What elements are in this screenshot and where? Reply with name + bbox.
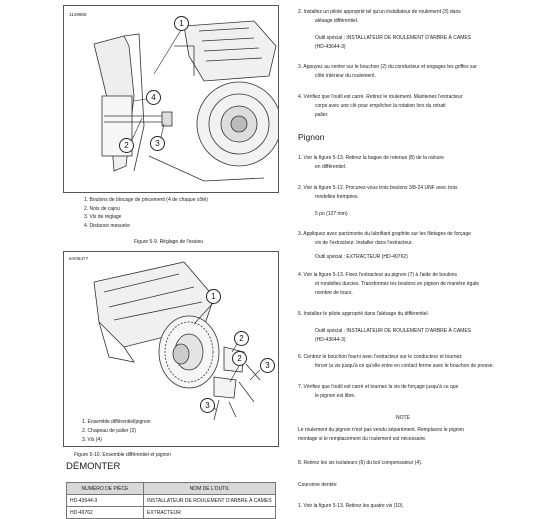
special-tool-note [315, 327, 471, 345]
note-text: Le roulement du pignon n'est pas vendu séparément. Remplacez le pignon [298, 427, 465, 433]
table-cell: INSTALLATEUR DE ROULEMENT D'ARBRE À CAMES [144, 495, 276, 507]
pignon-step-4 [298, 271, 479, 298]
step-text: 4. Voir la figure 5-13. Fixez l'extracteur au pignon (7) à l'aide de boulons [298, 272, 457, 278]
legend-item: 1. Boulons de blocage de pincement (4 de chaque côté) [84, 197, 208, 203]
note-body [298, 426, 464, 444]
step-text: 1. Voir la figure 5-13. Retirez la bague de retenue (8) de la rainure [298, 155, 444, 161]
step-text: 2. Voir la figure 5-12. Procurez-vous trois boulons 3/8-24 UNF avec trois [298, 185, 458, 191]
legend-item: 4. Distance mesurée [84, 222, 130, 229]
note-text: montage si le remplacement du roulement est nécessaire. [298, 436, 427, 442]
pignon-step-3 [298, 230, 471, 248]
callout-1: 1 [206, 289, 221, 304]
figure-id: em06477 [69, 256, 89, 261]
section-title-couronne: Couronne dentée [298, 482, 337, 488]
step-text: alésage différentiel. [315, 18, 359, 24]
figure2-caption: Figure 5-10. Ensemble différentiel et pignon [74, 452, 171, 458]
pignon-step-2 [298, 184, 458, 202]
column-header: NUMÉRO DE PIÈCE [67, 483, 144, 495]
table-cell: HD-49762 [67, 507, 144, 519]
legend-item: 2. Noix de cajou [84, 205, 120, 212]
callout-3: 3 [260, 358, 275, 373]
step-text: côté intérieur du roulement. [315, 73, 376, 79]
special-tool-note [315, 253, 408, 262]
figure1-legend [84, 196, 208, 230]
legend-item: 1. Ensemble différentiel/pignon [82, 419, 151, 425]
callout-1: 1 [174, 16, 189, 31]
legend-item: 3. Vis (4) [82, 437, 102, 443]
legend-item: 2. Chapeau de palier (2) [82, 428, 136, 434]
callout-4: 4 [146, 90, 161, 105]
axle-adjustment-illustration [64, 6, 278, 192]
step-text: vis de l'extracteur. Installer dans l'extracteur. [315, 240, 413, 246]
step-text: Outil spécial : INSTALLATEUR DE ROULEMENT D'ARBRE À CAMES [315, 35, 471, 41]
callout-2: 2 [234, 331, 249, 346]
table-row [67, 495, 276, 507]
step-2-top [298, 8, 461, 26]
callout-3: 3 [150, 136, 165, 151]
step-text: Outil spécial : INSTALLATEUR DE ROULEMENT D'ARBRE À CAMES [315, 328, 471, 334]
table-cell: EXTRACTEUR [144, 507, 276, 519]
callout-2: 2 [232, 351, 247, 366]
pignon-dimension [315, 210, 348, 219]
callout-2: 2 [119, 138, 134, 153]
step-text: le pignon est libre. [315, 393, 356, 399]
step-text: en différentiel. [315, 164, 347, 170]
step-4-top [298, 93, 462, 120]
step-text: 5. Installez le pilote approprié dans l'alésage du différentiel. [298, 311, 429, 317]
step-text: 4. Vérifiez que l'outil est carré. Retirez le roulement. Maintenez l'extracteur [298, 94, 463, 100]
crown-step-1: 1. Voir la figure 5-13. Retirez les quatre vis (10). [298, 503, 404, 509]
tools-table [66, 482, 276, 519]
step-text: 3. Appuyez au centre sur le bouchon (2) du conducteur et engagez les griffes sur [298, 64, 477, 70]
step-text: 5 po (127 mm) [315, 211, 348, 217]
step-text: (HD-43644-3) [315, 337, 346, 343]
section-title-demonter: DÉMONTER [66, 461, 121, 472]
figure1-caption: Figure 5-9. Réglage de l'essieu [134, 239, 204, 245]
table-header-row [67, 483, 276, 495]
pignon-step-1 [298, 154, 444, 172]
pignon-step-6 [298, 353, 494, 371]
step-text: forcer la vis jusqu'à ce qu'elle entre en contact ferme avec le bouchon de presse. [315, 363, 494, 369]
step-text: (HD-43644-3) [315, 44, 346, 50]
table-row [67, 507, 276, 519]
figure-axle-adjustment [63, 5, 279, 193]
step-text: nombre de tours. [315, 290, 353, 296]
special-tool-note [315, 34, 471, 52]
pignon-step-5 [298, 310, 429, 319]
step-text: rondelles trempées. [315, 194, 359, 200]
figure-id: 1149965 [69, 12, 87, 17]
step-text: 7. Vérifiez que l'outil est carré et tournez la vis de forçage jusqu'à ce que [298, 384, 459, 390]
section-title-pignon: Pignon [298, 132, 325, 142]
differential-pinion-illustration [64, 252, 278, 446]
callout-3: 3 [200, 398, 215, 413]
step-3-top [298, 63, 477, 81]
step-text: 2. Installez un pilote approprié tel qu'un installateur de roulement (3) dans [298, 9, 461, 15]
step-text: et rondelles durcies. Transformez les boulons en pignon de manière égale [315, 281, 479, 287]
table-cell: HD-43644-3 [67, 495, 144, 507]
step-8: 8. Retirez les six isolateurs (6) du boî compensateur (4). [298, 460, 423, 466]
step-text: palier. [315, 112, 329, 118]
column-header: NOM DE L'OUTIL [144, 483, 276, 495]
step-text: 6. Centrez le bouchon fourni avec l'extracteur sur le conducteur et tournez [298, 354, 462, 360]
step-text: 3. Appliquez avec parcimonie du lubrifiant graphite sur les filetages de forçage [298, 231, 471, 237]
legend-item: 3. Vis de réglage [84, 214, 122, 221]
step-text: corps avec une clé pour empêcher la rotation lors du retrait [315, 103, 446, 109]
figure2-legend [82, 418, 151, 445]
note-title: NOTE [396, 415, 410, 421]
step-text: Outil spécial : EXTRACTEUR (HD-49762) [315, 254, 408, 260]
pignon-step-7 [298, 383, 458, 401]
